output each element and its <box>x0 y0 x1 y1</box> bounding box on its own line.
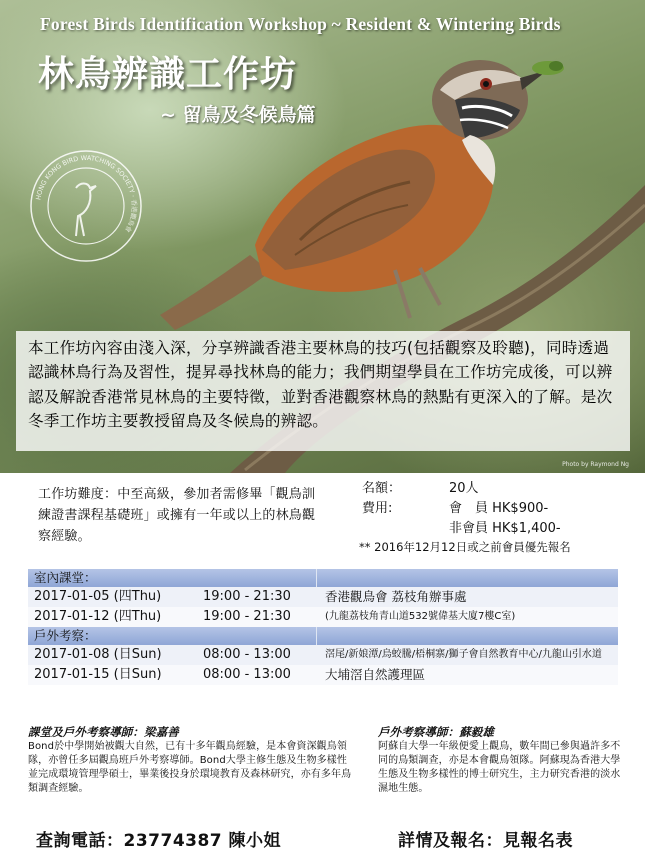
outdoor-header <box>28 627 618 645</box>
session-date: 2017-01-12 (四Thu) <box>34 609 162 624</box>
session-location: 香港觀鳥會 荔枝角辦事處 <box>325 589 467 604</box>
difficulty-text: 工作坊難度：中至高級，參加者需修畢「觀鳥訓練證書課程基礎班」或擁有一年或以上的林鳥觀察經驗。 <box>38 487 316 544</box>
chinese-subtitle: ~ 留鳥及冬候鳥篇 <box>160 104 316 126</box>
intro-paragraph: 本工作坊內容由淺入深，分享辨識香港主要林鳥的技巧(包括觀察及聆聽)，同時透過認識林鳥行為及習性，提昇尋找林鳥的能力；我們期望學員在工作坊完成後，可以辨認及解說香港常見林鳥的主要特徵，並對香港觀察林鳥的熱點有更深入的了解。是次冬季工作坊主要教授留鳥及冬候鳥的辨認。 <box>16 331 630 451</box>
registration-info: 詳情及報名：見報名表 <box>398 831 573 851</box>
quota-value: 20人 <box>449 481 479 496</box>
session-location: (九龍荔枝角青山道532號偉基大廈7樓C室) <box>325 611 516 622</box>
session-location: 滘尾/新娘潭/烏蛟騰/梧桐寨/獅子會自然教育中心/九龍山引水道 <box>325 649 602 660</box>
session-date: 2017-01-08 (日Sun) <box>34 647 162 662</box>
indoor-header <box>28 569 618 587</box>
session-time: 08:00 - 13:00 <box>203 667 291 682</box>
session-time: 19:00 - 21:30 <box>203 609 291 624</box>
quota-fee-block <box>357 479 627 554</box>
nonmember-fee: 非會員 HK$1,400- <box>449 521 561 536</box>
instructor-right <box>378 725 628 796</box>
session-time: 19:00 - 21:30 <box>203 589 291 604</box>
enquiry-phone: 查詢電話：23774387 陳小姐 <box>36 831 282 851</box>
photo-credit: Photo by Raymond Ng <box>562 461 629 468</box>
instructor-right-bio: 阿蘇自大學一年級便愛上觀鳥，數年間已參與過許多不同的鳥類調查，亦是本會觀鳥領隊。阿蘇現為香港大學生態及生物多樣性的博士研究生，主力研究香港的淡水濕地生態。 <box>378 741 621 794</box>
schedule-table <box>28 569 618 685</box>
english-title: Forest Birds Identification Workshop ~ Resident & Wintering Birds <box>40 14 561 34</box>
hkbws-logo <box>28 148 144 264</box>
outdoor-label: 戶外考察： <box>34 628 97 643</box>
schedule-row <box>28 607 618 627</box>
session-date: 2017-01-15 (日Sun) <box>34 667 162 682</box>
svg-text:HONG KONG BIRD WATCHING SOCIET: HONG KONG BIRD WATCHING SOCIETY · 香港觀鳥會 <box>34 153 139 234</box>
session-time: 08:00 - 13:00 <box>203 647 291 662</box>
member-fee: 會 員 HK$900- <box>449 501 549 516</box>
indoor-label: 室內課堂： <box>34 570 97 585</box>
schedule-row <box>28 587 618 607</box>
quota-label: 名額： <box>362 481 402 496</box>
schedule-row <box>28 665 618 685</box>
instructor-left-bio: Bond於中學開始被觀大自然，已有十多年觀鳥經驗，是本會資深觀鳥領隊，亦曾任多屆觀鳥班戶外考察導師。Bond大學主修生態及生物多樣性並完成環境管理學碩士，畢業後投身於環境教育及森林研究，亦有多年鳥類調查經驗。 <box>28 741 352 794</box>
instructor-left-name: 課堂及戶外考察導師：梁嘉善 <box>28 725 179 739</box>
instructor-left <box>28 725 353 796</box>
instructor-right-name: 戶外考察導師：蘇毅雄 <box>378 725 494 739</box>
schedule-row <box>28 645 618 665</box>
session-location: 大埔滘自然護理區 <box>325 667 426 682</box>
chinese-title: 林鳥辨識工作坊 <box>38 54 298 95</box>
session-date: 2017-01-05 (四Thu) <box>34 589 162 604</box>
priority-note: ** 2016年12月12日或之前會員優先報名 <box>359 540 571 554</box>
fee-label: 費用: <box>362 501 393 516</box>
